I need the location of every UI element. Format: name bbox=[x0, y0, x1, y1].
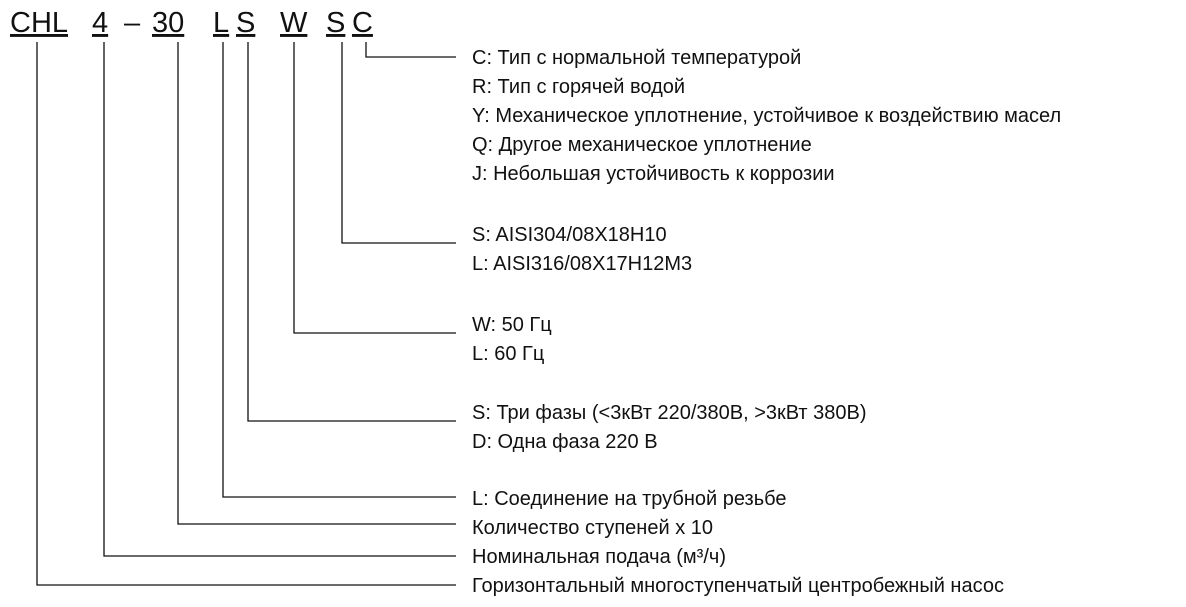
leader-flow bbox=[104, 42, 456, 556]
frequency-option-l: L: 60 Гц bbox=[472, 343, 545, 365]
code-phase: S bbox=[236, 7, 256, 39]
code-series: CHL bbox=[10, 7, 69, 39]
leader-connection bbox=[223, 42, 456, 497]
series-description: Горизонтальный многоступенчатый центробежный насос bbox=[472, 575, 1004, 597]
leader-seal bbox=[366, 42, 456, 57]
code-frequency: W bbox=[280, 7, 308, 39]
flow-description: Номинальная подача (м³/ч) bbox=[472, 546, 726, 568]
leader-series bbox=[37, 42, 456, 585]
leader-stages bbox=[178, 42, 456, 524]
seal-option-c: C: Тип с нормальной температурой bbox=[472, 47, 802, 69]
leader-material bbox=[342, 42, 456, 243]
seal-option-r: R: Тип с горячей водой bbox=[472, 76, 686, 98]
material-option-l: L: AISI316/08Х17Н12М3 bbox=[472, 253, 693, 275]
code-flow: 4 bbox=[92, 7, 109, 39]
code-stages: 30 bbox=[152, 7, 185, 39]
leader-lines bbox=[37, 42, 456, 585]
code-connection: L bbox=[213, 7, 230, 39]
leader-frequency bbox=[294, 42, 456, 333]
descriptions bbox=[472, 47, 1061, 597]
code-seal: C bbox=[352, 7, 373, 39]
seal-option-q: Q: Другое механическое уплотнение bbox=[472, 134, 812, 156]
connection-description: L: Соединение на трубной резьбе bbox=[472, 488, 787, 510]
seal-option-j: J: Небольшая устойчивость к коррозии bbox=[472, 163, 835, 185]
frequency-option-w: W: 50 Гц bbox=[472, 314, 552, 336]
material-option-s: S: AISI304/08Х18Н10 bbox=[472, 224, 667, 246]
stages-description: Количество ступеней х 10 bbox=[472, 517, 713, 539]
phase-option-d: D: Одна фаза 220 В bbox=[472, 431, 658, 453]
code-separator: – bbox=[124, 7, 141, 39]
leader-phase bbox=[248, 42, 456, 421]
seal-option-y: Y: Механическое уплотнение, устойчивое к воздействию масел bbox=[472, 105, 1062, 127]
phase-option-s: S: Три фазы (<3кВт 220/380В, >3кВт 380В) bbox=[472, 402, 867, 424]
model-code bbox=[10, 7, 373, 39]
code-material: S bbox=[326, 7, 346, 39]
